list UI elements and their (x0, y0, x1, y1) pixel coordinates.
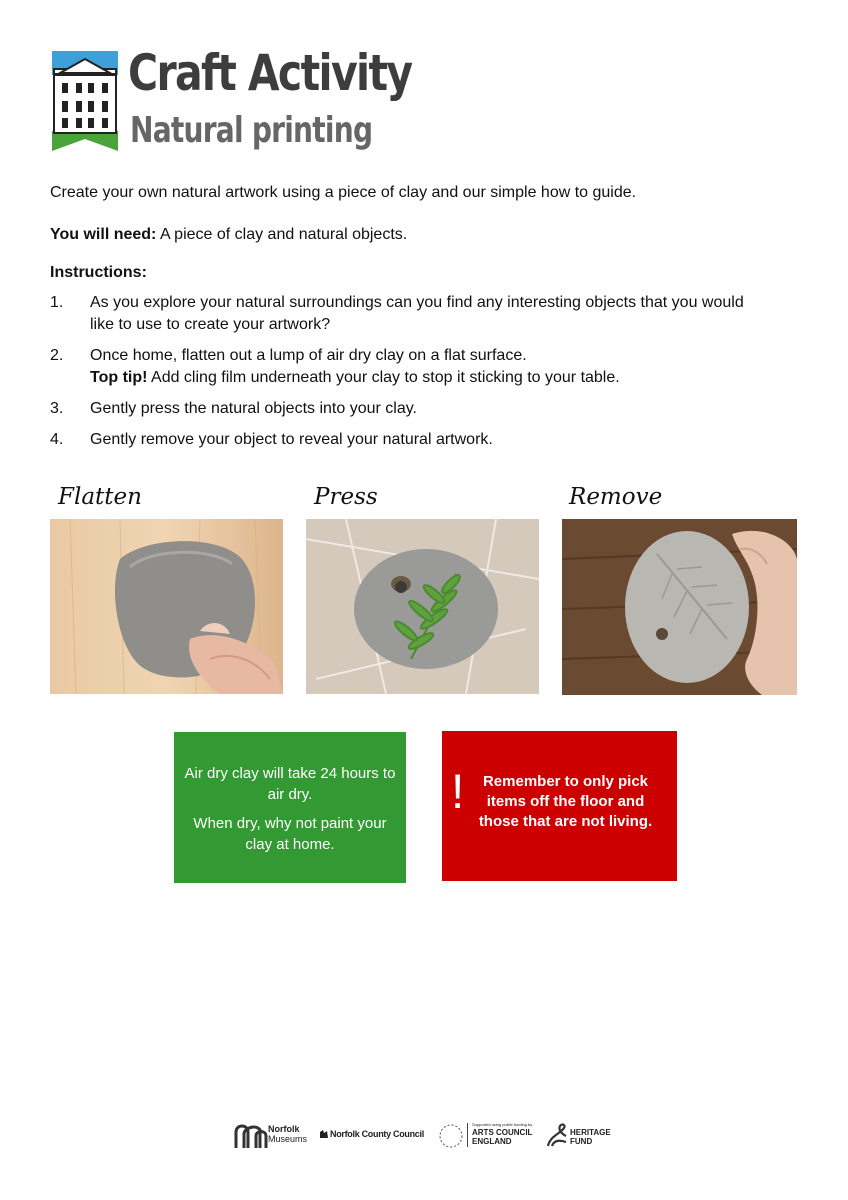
list-item (50, 398, 810, 420)
arts-council-text: ARTS COUNCIL (472, 1128, 533, 1137)
heritage-fund-logo-icon (544, 1122, 570, 1150)
flatten-photo (50, 519, 283, 694)
step-text: Gently remove your object to reveal your natural artwork. (90, 431, 493, 448)
remove-label: Remove (569, 484, 663, 510)
press-photo (306, 519, 539, 694)
step-text: Once home, flatten out a lump of air dry clay on a flat surface. (90, 347, 527, 364)
step-text: like to use to create your artwork? (90, 316, 331, 333)
footer-logos (232, 1120, 622, 1152)
norfolk-museums-text: Norfolk (268, 1124, 300, 1134)
norfolk-county-council-text: Norfolk County Council (330, 1129, 424, 1139)
norfolk-museums-logo-icon (234, 1122, 268, 1148)
step-number: 4. (50, 431, 64, 448)
drying-info-line: Air dry clay will take 24 hours to air dry. (184, 765, 396, 803)
exclamation-icon: ! (451, 766, 465, 819)
arts-council-text: ENGLAND (472, 1137, 512, 1146)
heritage-fund-text: HERITAGE (570, 1128, 611, 1137)
press-label: Press (314, 484, 378, 510)
norfolk-museums-text: Museums (268, 1134, 308, 1144)
step-number: 1. (50, 294, 64, 311)
warning-box (442, 731, 677, 881)
warning-text: Remember to only pick items off the floor and those that are not living. (478, 773, 653, 830)
step-number: 3. (50, 400, 64, 417)
instructions-list (50, 292, 810, 460)
drying-info-box (174, 732, 406, 883)
page-title: Craft Activity (128, 44, 412, 102)
arts-council-logo-icon (438, 1122, 464, 1150)
you-will-need-label: You will need: (50, 226, 157, 243)
list-item (50, 292, 810, 336)
heritage-fund-text: FUND (570, 1137, 593, 1146)
norfolk-county-council-logo-icon (319, 1129, 329, 1139)
arts-council-small-text: Supported using public funding by (472, 1122, 533, 1127)
page-subtitle: Natural printing (130, 110, 373, 151)
top-tip-label: Top tip! (90, 369, 148, 386)
divider (467, 1123, 468, 1147)
step-text: As you explore your natural surroundings can you find any interesting objects that you would (90, 294, 744, 311)
step-number: 2. (50, 347, 64, 364)
top-tip-text: Add cling film underneath your clay to stop it sticking to your table. (147, 369, 620, 386)
flatten-label: Flatten (58, 484, 142, 510)
museum-logo-icon (52, 51, 118, 151)
you-will-need (50, 224, 407, 246)
drying-info-line: When dry, why not paint your clay at home. (193, 815, 387, 853)
list-item (50, 429, 810, 451)
list-item (50, 345, 810, 389)
instructions-heading: Instructions: (50, 264, 147, 281)
intro-text: Create your own natural artwork using a piece of clay and our simple how to guide. (50, 184, 637, 201)
you-will-need-text: A piece of clay and natural objects. (156, 226, 408, 243)
remove-photo (562, 519, 797, 695)
step-text: Gently press the natural objects into your clay. (90, 400, 417, 417)
